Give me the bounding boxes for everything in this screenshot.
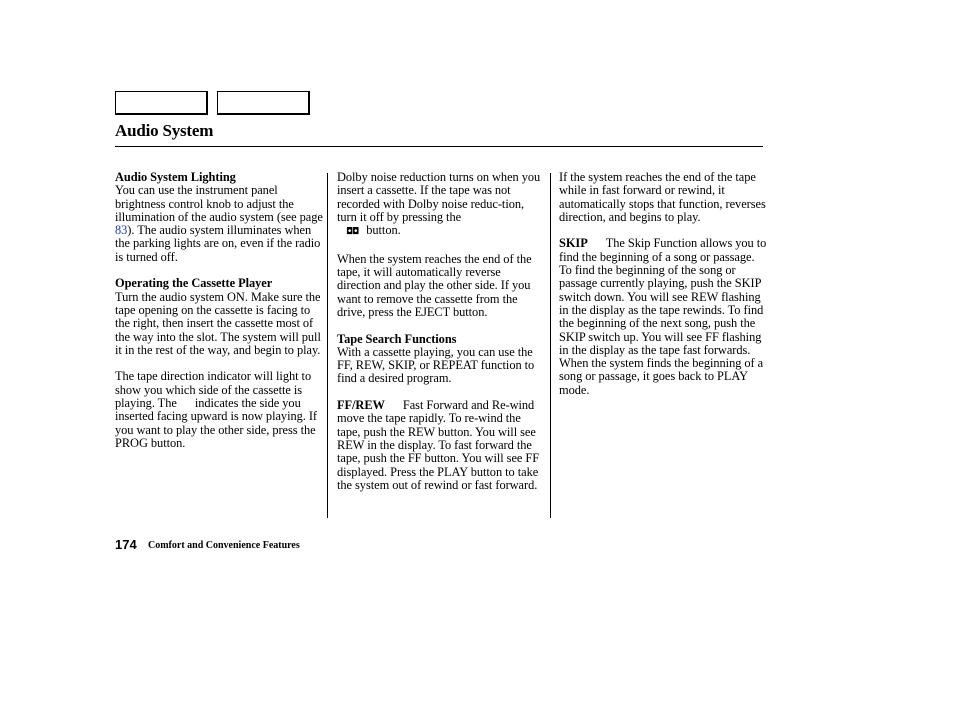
text-ffrew: Fast Forward and Re-wind move the tape rapidly. To re-wind the tape, push the REW button. You will see REW in the display. To fast forward the tape, push the FF button. You will see FF displayed. Press the PLAY button to take the system out of rewind or fast forward.	[337, 398, 540, 492]
title-divider	[115, 146, 763, 147]
heading-tape-search: Tape Search Functions	[337, 331, 457, 346]
text-direction-b: indicates the side you inserted facing upward is now playing. If you want to play the other side, press the PROG button.	[115, 396, 317, 450]
section-direction	[115, 370, 325, 450]
section-dolby	[337, 171, 543, 239]
text-auto-stop: If the system reaches the end of the tape while in fast forward or rewind, it automatically stops that function, reverses direction, and begins to play.	[559, 170, 766, 224]
heading-audio-system-lighting: Audio System Lighting	[115, 170, 236, 184]
section-end-of-tape	[337, 253, 543, 319]
page-number: 174	[115, 537, 137, 552]
column-2	[337, 171, 543, 505]
dolby-icon: ◘◘	[346, 227, 359, 238]
column-divider-1	[327, 173, 328, 518]
section-ffrew	[337, 399, 543, 492]
text-dolby-b: button.	[366, 223, 401, 238]
text-skip: The Skip Function allows you to find the beginning of a song or passage. To find the beginning of the song or passage currently playing, push the SKIP switch down. You will see REW flashing in the display as the tape rewinds. To find the beginning of the next song, push the SKIP switch up. You will see FF flashing in the display as the tape fast forwards. When the system finds the beginning of a song or passage, it goes back to PLAY mode.	[559, 236, 767, 397]
text-operating: Turn the audio system ON. Make sure the tape opening on the cassette is facing to the right, then insert the cassette most of the way into the slot. The system will pull it in the rest of the way, and begin to play.	[115, 289, 321, 357]
column-1	[115, 171, 325, 464]
footer-section-title: Comfort and Convenience Features	[148, 540, 300, 551]
page-title: Audio System	[115, 121, 214, 140]
text-tape-search: With a cassette playing, you can use the FF, REW, SKIP, or REPEAT function to find a desired program.	[337, 344, 535, 386]
section-auto-stop	[559, 171, 767, 224]
column-3	[559, 171, 767, 410]
section-operating	[115, 277, 325, 357]
text-direction-a: The tape direction indicator will light to show you which side of the cassette is playing. The	[115, 369, 312, 411]
page-link-83[interactable]: 83	[115, 223, 128, 238]
nav-tab-box-2[interactable]	[217, 91, 310, 115]
text-lighting-b: ). The audio system illuminates when the parking lights are on, even if the radio is turned off.	[115, 223, 321, 264]
text-lighting-a: You can use the instrument panel brightness control knob to adjust the illumination of the audio system (see page	[115, 183, 323, 224]
heading-ffrew: FF/REW	[337, 398, 385, 413]
section-lighting	[115, 171, 325, 264]
text-dolby-a: Dolby noise reduction turns on when you insert a cassette. If the tape was not recorded with Dolby noise reduc-tion, turn it off by pressing the	[337, 170, 541, 224]
nav-tab-box-1[interactable]	[115, 91, 208, 115]
column-divider-2	[550, 173, 551, 518]
section-tape-search	[337, 333, 543, 386]
section-skip	[559, 237, 767, 397]
heading-operating-cassette: Operating the Cassette Player	[115, 276, 273, 291]
text-end-of-tape: When the system reaches the end of the tape, it will automatically reverse direction and play the other side. If you want to remove the cassette from the drive, press the EJECT button.	[337, 251, 532, 319]
heading-skip: SKIP	[559, 236, 588, 251]
